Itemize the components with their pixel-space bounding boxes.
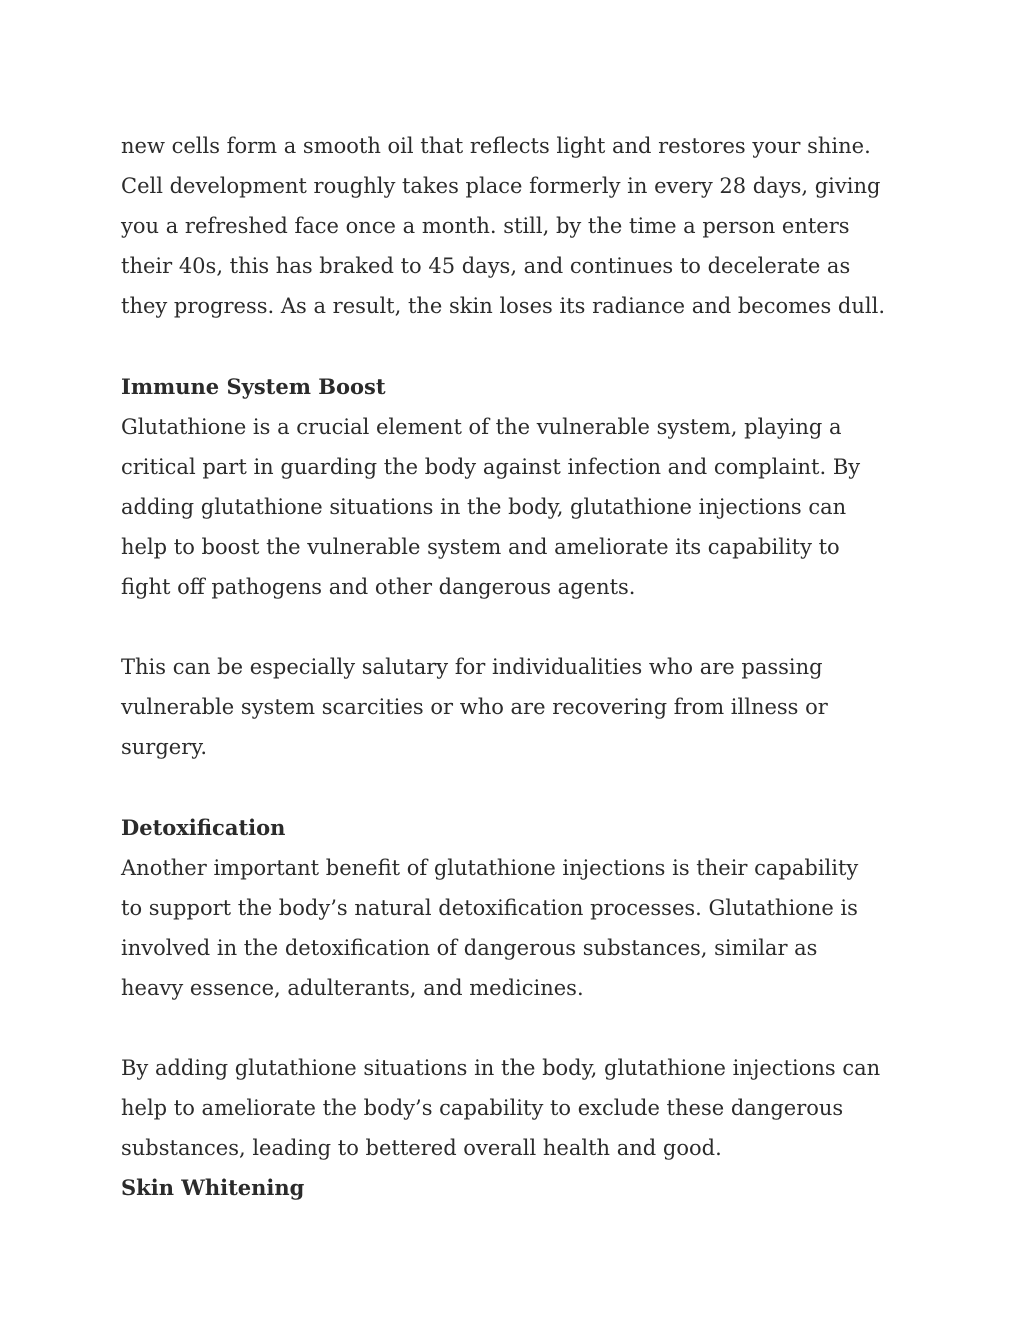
section-immune-system: [121, 367, 921, 768]
section-skin-whitening: [121, 1168, 921, 1208]
text-line: By adding glutathione situations in the body, glutathione injections can: [121, 1056, 881, 1081]
text-line: help to boost the vulnerable system and ameliorate its capability to: [121, 534, 840, 559]
text-line: critical part in guarding the body against infection and complaint. By: [121, 454, 861, 479]
text-line: Another important benefit of glutathione injections is their capability: [121, 855, 859, 880]
section-heading: Immune System Boost: [121, 373, 386, 399]
paragraph-gap: [121, 1008, 921, 1048]
text-line: you a refreshed face once a month. still, by the time a person enters: [121, 214, 850, 239]
text-line: surgery.: [121, 735, 207, 760]
intro-paragraph: [121, 126, 921, 326]
text-line: This can be especially salutary for individualities who are passing: [121, 655, 823, 680]
text-line: heavy essence, adulterants, and medicines.: [121, 975, 584, 1000]
paragraph-gap: [121, 326, 921, 366]
section-detoxification: [121, 808, 921, 1169]
document-page: [121, 126, 921, 1209]
text-line: their 40s, this has braked to 45 days, and continues to decelerate as: [121, 254, 851, 279]
section-heading: Skin Whitening: [121, 1175, 305, 1201]
text-line: to support the body’s natural detoxification processes. Glutathione is: [121, 895, 858, 920]
text-line: help to ameliorate the body’s capability to exclude these dangerous: [121, 1096, 844, 1121]
text-line: vulnerable system scarcities or who are recovering from illness or: [121, 695, 828, 720]
text-line: involved in the detoxification of dangerous substances, similar as: [121, 935, 818, 960]
text-line: they progress. As a result, the skin loses its radiance and becomes dull.: [121, 294, 885, 319]
text-line: Cell development roughly takes place formerly in every 28 days, giving: [121, 174, 881, 199]
section-heading: Detoxification: [121, 814, 286, 840]
text-line: Glutathione is a crucial element of the vulnerable system, playing a: [121, 414, 842, 439]
text-line: adding glutathione situations in the body, glutathione injections can: [121, 494, 847, 519]
paragraph-gap: [121, 607, 921, 647]
text-line: new cells form a smooth oil that reflects light and restores your shine.: [121, 134, 871, 158]
paragraph-gap: [121, 768, 921, 808]
text-line: fight off pathogens and other dangerous agents.: [121, 575, 636, 600]
text-line: substances, leading to bettered overall health and good.: [121, 1136, 722, 1161]
